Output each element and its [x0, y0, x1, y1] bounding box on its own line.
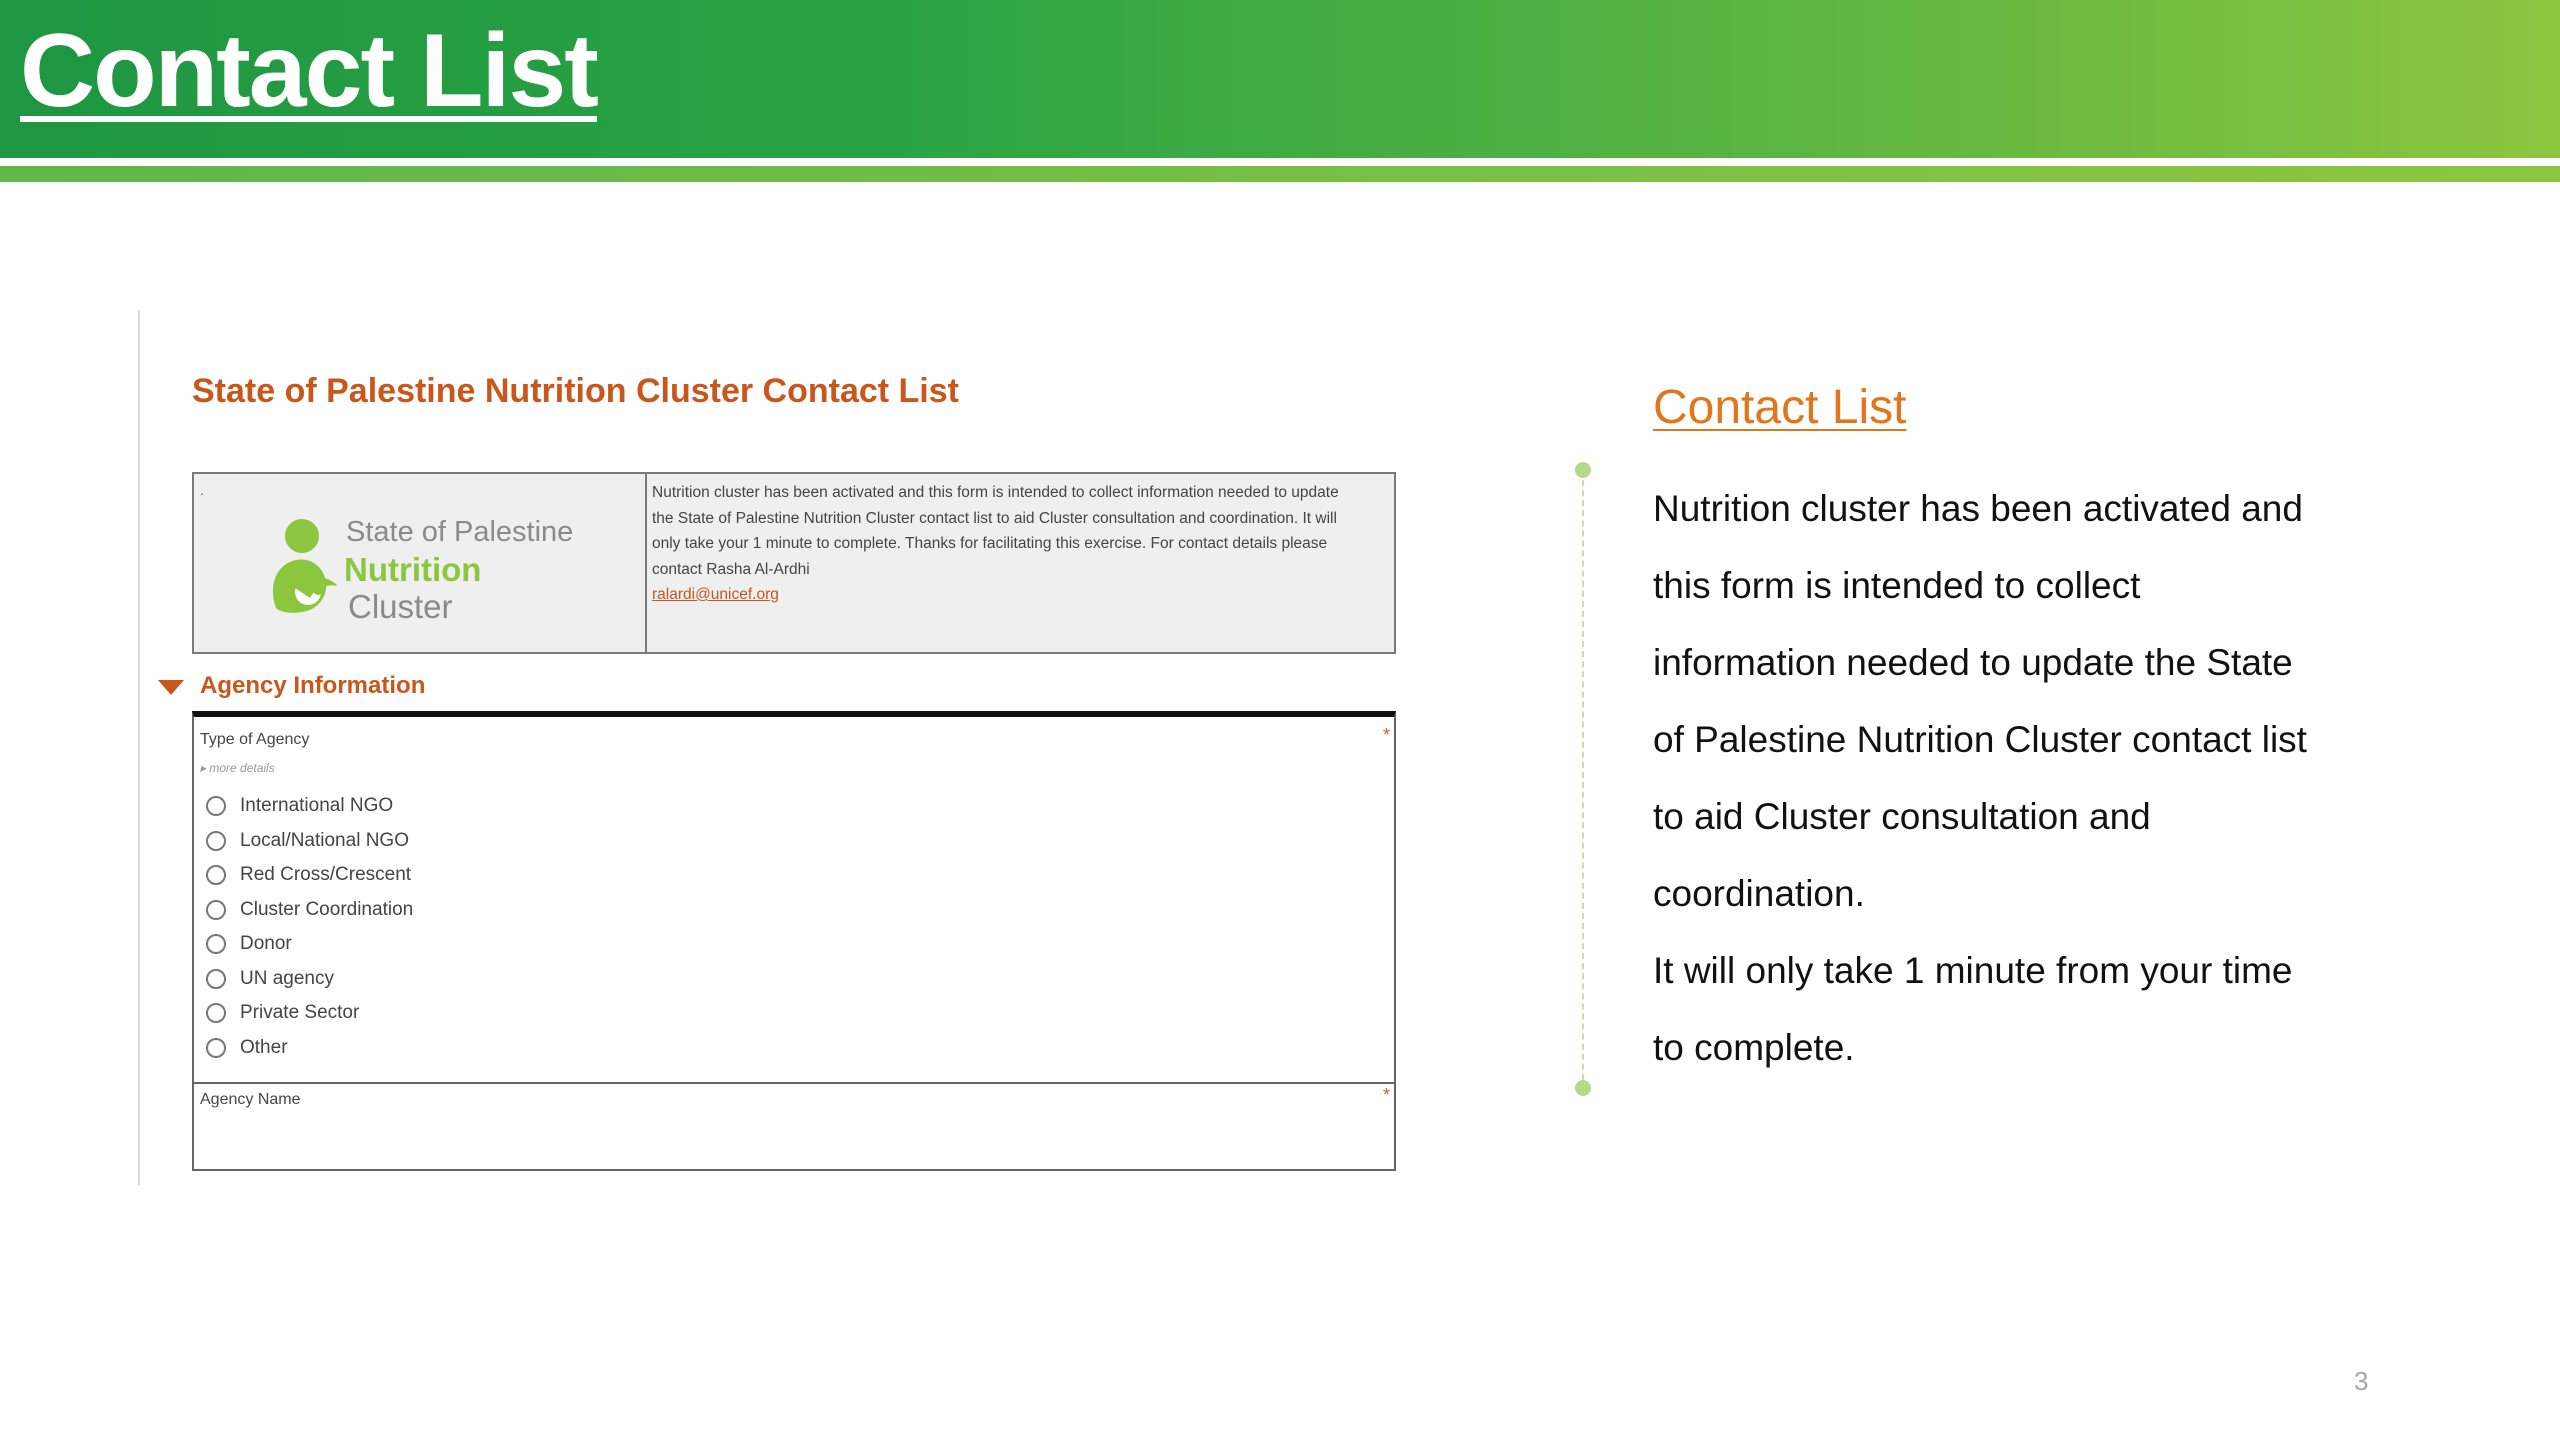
radio-button[interactable]	[206, 831, 226, 851]
radio-button[interactable]	[206, 900, 226, 920]
collapse-triangle-icon[interactable]	[158, 680, 184, 695]
radio-button[interactable]	[206, 1003, 226, 1023]
agency-name-input[interactable]	[200, 1117, 1380, 1163]
header-banner	[0, 0, 2560, 158]
page-number: 3	[2354, 1366, 2369, 1396]
timeline-dot-top	[1575, 462, 1591, 478]
body-line: of Palestine Nutrition Cluster contact list	[1653, 719, 2307, 760]
slide-title: Contact List	[20, 13, 597, 129]
timeline-line	[1582, 470, 1586, 1090]
form-description	[652, 480, 1352, 608]
body-line: this form is intended to collect	[1653, 565, 2141, 606]
logo-text-line2: Nutrition	[344, 551, 482, 588]
form-description-text: Nutrition cluster has been activated and this form is intended to collect information needed to update the State of Palestine Nutrition Cluster contact list to aid Cluster consultation and coordination. It will only take your 1 minute to complete. Thanks for facilitating this exercise. For contact details please contact Rasha Al-Ardhi	[652, 484, 1339, 578]
body-line: to complete.	[1653, 1027, 1855, 1068]
more-details-link[interactable]: ▸ more details	[200, 761, 275, 775]
radio-label: Donor	[240, 933, 292, 954]
logo-cell	[194, 474, 647, 652]
radio-button[interactable]	[206, 865, 226, 885]
radio-label: Private Sector	[240, 1002, 360, 1023]
right-panel-title: Contact List	[1653, 381, 1907, 434]
banner-underline-strip	[0, 166, 2560, 182]
radio-button[interactable]	[206, 796, 226, 816]
logo-dot: .	[200, 482, 204, 498]
logo-text-line1: State of Palestine	[346, 516, 574, 548]
timeline-dot-bottom	[1575, 1080, 1591, 1096]
logo-text-line3: Cluster	[348, 588, 453, 625]
body-line: Nutrition cluster has been activated and	[1653, 488, 2303, 529]
contact-email-link[interactable]: ralardi@unicef.org	[652, 586, 779, 603]
radio-button[interactable]	[206, 1038, 226, 1058]
radio-label: UN agency	[240, 968, 334, 989]
right-panel-body	[1653, 470, 2483, 1086]
radio-button[interactable]	[206, 969, 226, 989]
body-line: to aid Cluster consultation and	[1653, 796, 2151, 837]
type-of-agency-label: Type of Agency	[200, 731, 310, 748]
form-title: State of Palestine Nutrition Cluster Contact List	[192, 372, 959, 410]
radio-button[interactable]	[206, 934, 226, 954]
radio-label: International NGO	[240, 795, 394, 816]
body-line: information needed to update the State	[1653, 642, 2293, 683]
radio-label: Red Cross/Crescent	[240, 864, 412, 885]
required-mark: *	[1382, 725, 1390, 745]
field-divider	[194, 1082, 1394, 1084]
body-line: It will only take 1 minute from your time	[1653, 950, 2293, 991]
radio-label: Other	[240, 1037, 288, 1058]
left-divider-line	[138, 310, 140, 1185]
logo-text	[346, 514, 573, 625]
agency-section-label: Agency Information	[200, 672, 426, 699]
radio-label: Cluster Coordination	[240, 899, 414, 920]
form-info-box	[192, 472, 1396, 654]
agency-form-box	[192, 711, 1396, 1171]
nutrition-cluster-logo-icon	[266, 516, 356, 626]
required-mark: *	[1382, 1085, 1390, 1105]
body-line: coordination.	[1653, 873, 1865, 914]
agency-name-label: Agency Name	[200, 1091, 301, 1108]
radio-label: Local/National NGO	[240, 830, 409, 851]
